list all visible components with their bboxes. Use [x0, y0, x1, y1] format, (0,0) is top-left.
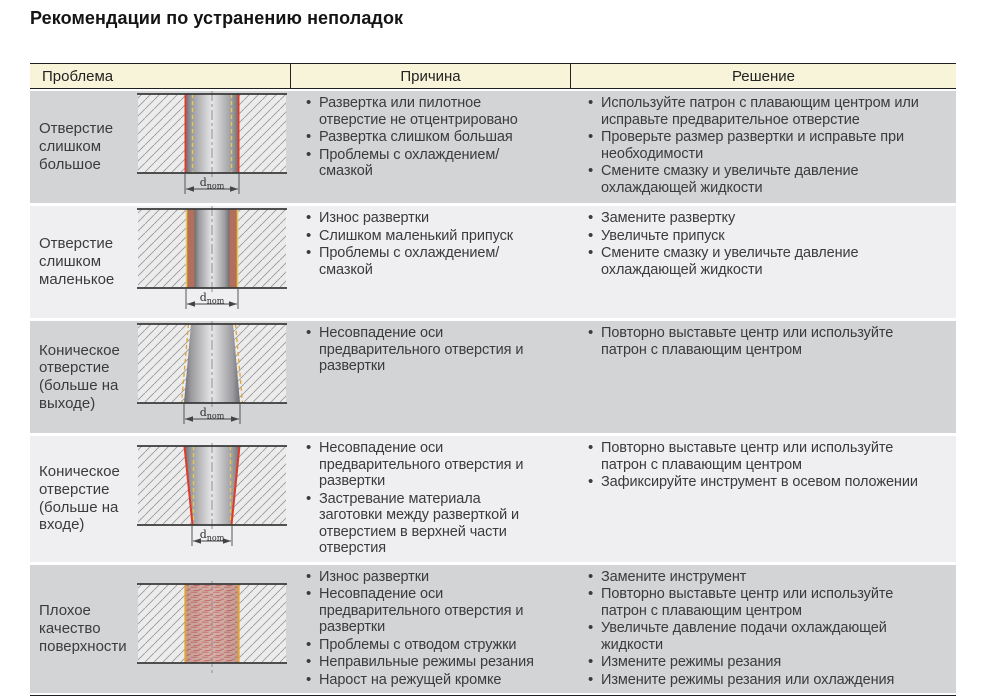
- table-row: [30, 565, 956, 694]
- bullet-item: • Несовпадение оси предварительного отверстия и развертки: [306, 440, 544, 490]
- bullet-item: • Проблемы с охлаждением/смазкой: [306, 147, 544, 180]
- hole-undersized-diagram: [136, 206, 288, 318]
- bullet-item: • Неправильные режимы резания: [306, 654, 544, 671]
- bullet-item: • Смените смазку и увеличьте давление охлаждающей жидкости: [588, 163, 940, 196]
- taper-wider-at-exit-illustration: [136, 321, 288, 433]
- page-title: Рекомендации по устранению неполадок: [30, 8, 404, 28]
- rough-surface-illustration: [136, 581, 288, 677]
- cause-list: [306, 440, 544, 557]
- bullet-item: • Повторно выставьте центр или используйте патрон с плавающим центром: [588, 325, 940, 358]
- solution-cell: [570, 436, 956, 562]
- cause-cell: [290, 436, 570, 562]
- svg-text:dnom: $d_{nom}$: [199, 527, 225, 543]
- bullet-item: • Износ развертки: [306, 210, 544, 227]
- solution-cell: [570, 565, 956, 694]
- svg-text:dnom: $d_{nom}$: [199, 176, 225, 191]
- cause-cell: [290, 565, 570, 694]
- bullet-item: • Используйте патрон с плавающим центром или исправьте предварительное отверстие: [588, 95, 940, 128]
- solution-cell: [570, 206, 956, 318]
- solution-cell: [570, 321, 956, 433]
- svg-text:dnom: $d_{nom}$: [199, 406, 225, 421]
- bullet-item: • Несовпадение оси предварительного отверстия и развертки: [306, 586, 544, 636]
- table-row: [30, 206, 956, 318]
- bullet-item: • Увеличьте припуск: [588, 228, 940, 245]
- taper-wider-at-exit-diagram: [136, 321, 288, 433]
- column-header-solution: Решение: [570, 64, 956, 88]
- solution-list: [588, 325, 940, 358]
- bullet-item: • Замените инструмент: [588, 569, 940, 586]
- problem-cell: [30, 321, 290, 433]
- cause-list: [306, 569, 544, 689]
- bullet-item: • Проверьте размер развертки и исправьте при необходимости: [588, 129, 940, 162]
- bullet-item: • Слишком маленький припуск: [306, 228, 544, 245]
- problem-label: Коническое отверстие (больше на выходе): [39, 341, 120, 412]
- bullet-item: • Смените смазку и увеличьте давление охлаждающей жидкости: [588, 245, 940, 278]
- bullet-item: • Развертка или пилотное отверстие не отцентрировано: [306, 95, 544, 128]
- bullet-item: • Застревание материала заготовки между разверткой и отверстием в верхней части отверстия: [306, 491, 544, 557]
- solution-list: [588, 440, 940, 491]
- bullet-item: • Зафиксируйте инструмент в осевом положении: [588, 474, 940, 491]
- bullet-item: • Измените режимы резания: [588, 654, 940, 671]
- bullet-item: • Проблемы с охлаждением/смазкой: [306, 245, 544, 278]
- hole-undersized-illustration: [136, 206, 288, 318]
- solution-list: [588, 95, 940, 196]
- problem-label: Плохое качество поверхности: [39, 602, 127, 655]
- solution-cell: [570, 91, 956, 203]
- solution-list: [588, 210, 940, 278]
- table-body: [30, 91, 956, 696]
- cause-cell: [290, 321, 570, 433]
- bullet-item: • Увеличьте давление подачи охлаждающей жидкости: [588, 620, 940, 653]
- svg-text:dnom: $d_{nom}$: [199, 291, 225, 306]
- bullet-item: • Несовпадение оси предварительного отверстия и развертки: [306, 325, 544, 375]
- bullet-item: • Нарост на режущей кромке: [306, 672, 544, 689]
- cause-list: [306, 210, 544, 278]
- bullet-item: • Повторно выставьте центр или используйте патрон с плавающим центром: [588, 440, 940, 473]
- taper-wider-at-entry-illustration: [136, 443, 288, 555]
- table-row: [30, 91, 956, 203]
- bullet-item: • Измените режимы резания или охлаждения: [588, 672, 940, 689]
- column-header-problem: Проблема: [42, 67, 114, 85]
- problem-cell: [30, 206, 290, 318]
- hole-oversized-diagram: [136, 91, 288, 203]
- bullet-item: • Проблемы с отводом стружки: [306, 637, 544, 654]
- bullet-item: • Развертка слишком большая: [306, 129, 544, 146]
- table-row: [30, 321, 956, 433]
- cause-list: [306, 325, 544, 375]
- rough-surface-diagram: [136, 581, 288, 677]
- troubleshooting-table: [30, 63, 956, 696]
- problem-cell: [30, 436, 290, 562]
- cause-list: [306, 95, 544, 180]
- problem-cell: [30, 91, 290, 203]
- bullet-item: • Износ развертки: [306, 569, 544, 586]
- problem-label: Отверстие слишком маленькое: [39, 235, 115, 288]
- bullet-item: • Замените развертку: [588, 210, 940, 227]
- solution-list: [588, 569, 940, 689]
- table-row: [30, 436, 956, 562]
- cause-cell: [290, 91, 570, 203]
- cause-cell: [290, 206, 570, 318]
- problem-label: Отверстие слишком большое: [39, 120, 114, 173]
- bullet-item: • Повторно выставьте центр или используйте патрон с плавающим центром: [588, 586, 940, 619]
- table-header-row: [30, 63, 956, 89]
- taper-wider-at-entry-diagram: [136, 443, 288, 555]
- hole-oversized-illustration: [136, 91, 288, 203]
- problem-cell: [30, 565, 290, 694]
- problem-label: Коническое отверстие (больше на входе): [39, 463, 120, 534]
- column-header-cause: Причина: [290, 64, 570, 88]
